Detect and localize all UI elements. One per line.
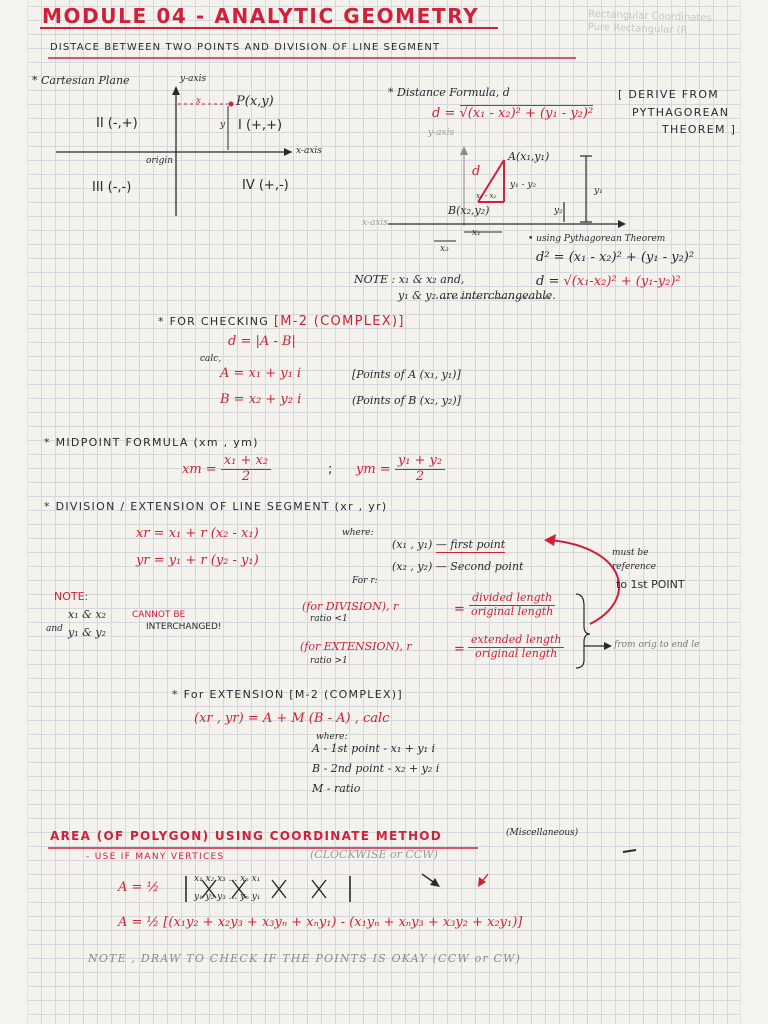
from-orig-note: from orig to end le <box>614 640 700 650</box>
distance-formula-lhs: d = <box>432 106 456 121</box>
area-det-lhs <box>118 880 159 895</box>
interchange-note-2-emph: interchangeable. <box>461 289 556 302</box>
cartesian-heading: * Cartesian Plane <box>32 74 130 87</box>
ghost-line: Rectangular Coordinates <box>588 8 712 25</box>
pythagorean-eq-2-rhs: √(x₁-x₂)² + (y₁-y₂)² <box>563 274 681 289</box>
extension-r-label: (for EXTENSION), r <box>300 640 412 653</box>
point-y-label: y <box>220 120 226 130</box>
division-r-label: (for DIVISION), r <box>302 600 399 613</box>
fig-x-axis-label: x-axis <box>362 218 388 228</box>
division-note-x: x₁ & x₂ <box>68 608 107 621</box>
extension-where: where: <box>316 732 348 742</box>
area-full-part-1: [(x₁y₂ + x₂y₃ + x₃yₙ + xₙy₁) <box>163 915 337 930</box>
extension-eq-lhs: (xr , yr) <box>194 711 244 726</box>
xm-denominator: 2 <box>241 468 251 484</box>
first-point-coords: (x₁ , y₁) <box>392 538 433 551</box>
division-heading: * DIVISION / EXTENSION OF LINE SEGMENT (xr , yr) <box>44 500 388 513</box>
area-det-top: x₁ x₂ x₃ ... xₙ x₁ <box>194 874 261 884</box>
y2-label: y₂ <box>554 206 563 216</box>
point-x-label: x <box>196 96 202 106</box>
division-equals: = <box>454 602 465 617</box>
dx-label: x₁ - x₂ <box>476 192 497 200</box>
extension-eq <box>194 711 389 726</box>
area-use-note: - USE IF MANY VERTICES <box>86 852 225 862</box>
x-axis-arrow-icon <box>284 148 292 156</box>
origin-label: origin <box>146 156 174 166</box>
pythagorean-eq-1: d² = (x₁ - x₂)² + (y₁ - y₂)² <box>536 250 695 265</box>
point-p-marker <box>229 102 234 107</box>
midpoint-heading: * MIDPOINT FORMULA (xm , ym) <box>44 436 259 449</box>
x2-label: x₂ <box>440 244 449 254</box>
division-yr-eq: yr = y₁ + r (y₂ - y₁) <box>136 553 259 568</box>
distance-heading: * Distance Formula, d <box>388 86 510 99</box>
checking-a-eq: A = x₁ + y₁ i <box>220 366 302 381</box>
extension-equals: = <box>454 642 465 657</box>
reference-arrow-head-icon <box>544 534 556 546</box>
ym-numerator: y₁ + y₂ <box>395 454 445 470</box>
ym-lhs: ym = <box>356 461 391 477</box>
checking-b-note: (Points of B (x₂, y₂)] <box>352 394 461 407</box>
second-point-label: — Second point <box>435 560 524 573</box>
midpoint-xm <box>182 454 271 485</box>
second-point-coords: (x₂ , y₂) <box>392 560 433 573</box>
dist-y-arrow-icon <box>460 146 468 155</box>
extension-m-line: M - ratio <box>312 782 361 795</box>
notebook-page <box>28 0 740 1024</box>
checking-heading-text: * FOR CHECKING <box>158 315 270 328</box>
division-note-and: and <box>46 624 63 634</box>
pythagorean-note: • using Pythagorean Theorem <box>528 234 666 244</box>
xm-fraction <box>221 454 271 485</box>
area-full-lhs: A = ½ <box>118 915 160 930</box>
area-heading-text: AREA (OF POLYGON) USING COORDINATE METHOD <box>50 829 443 843</box>
xm-numerator: x₁ + x₂ <box>221 454 271 470</box>
midpoint-ym <box>356 454 445 485</box>
quadrant-2: II (-,+) <box>96 116 138 131</box>
y-axis-arrow-icon <box>172 86 180 95</box>
interchange-note-2 <box>398 289 556 302</box>
midpoint-separator: ; <box>328 462 333 477</box>
area-check-note: NOTE , DRAW TO CHECK IF THE POINTS IS OKAY (CCW or CW) <box>88 952 522 965</box>
ratio-brace <box>576 594 590 668</box>
area-direction-note: (CLOCKWISE or CCW) <box>310 848 438 861</box>
checking-b-eq: B = x₂ + y₂ i <box>220 392 302 407</box>
reference-note-1: must be <box>612 548 649 558</box>
area-det-a: A = <box>118 880 143 895</box>
area-full-part-2: (x₁yₙ + xₙy₃ + x₃y₂ + x₂y₁)] <box>349 915 523 930</box>
hypotenuse-label: d <box>472 164 481 179</box>
extension-eq-rhs: = A + M (B - A) , calc <box>247 711 390 726</box>
pythagorean-eq-2 <box>536 274 681 289</box>
x-axis-label: x-axis <box>296 146 322 156</box>
dy-label: y₁ - y₂ <box>510 180 537 190</box>
extension-b-line: B - 2nd point - x₂ + y₂ i <box>312 762 440 775</box>
pythagorean-eq-2-lhs: d = <box>536 274 560 289</box>
y1-label: y₁ <box>594 186 603 196</box>
x1-label: x₁ <box>472 228 481 238</box>
fig-y-axis-label: y-axis <box>428 128 455 138</box>
quadrant-1: I (+,+) <box>238 118 283 133</box>
extension-heading: * For EXTENSION [M-2 (COMPLEX)] <box>172 688 403 701</box>
area-misc: (Miscellaneous) <box>506 828 579 838</box>
ym-fraction <box>395 454 445 485</box>
division-note-text-2: INTERCHANGED! <box>146 622 222 632</box>
division-ratio: ratio <1 <box>310 614 348 624</box>
extension-fraction <box>468 634 564 660</box>
point-a-label: A(x₁,y₁) <box>508 150 550 163</box>
division-note-head: NOTE: <box>54 590 89 603</box>
division-where: where: <box>342 528 374 538</box>
page-subtitle: DISTACE BETWEEN TWO POINTS AND DIVISION OF LINE SEGMENT <box>50 42 441 53</box>
division-xr-eq: xr = x₁ + r (x₂ - x₁) <box>136 526 259 541</box>
distance-formula-rhs: √(x₁ - x₂)² + (y₁ - y₂)² <box>459 106 594 121</box>
ym-denominator: 2 <box>415 468 425 484</box>
first-point <box>392 538 505 551</box>
division-note-y: y₁ & y₂ <box>68 626 107 639</box>
y-axis-label: y-axis <box>180 74 207 84</box>
dist-x-arrow-icon <box>618 220 626 228</box>
division-fraction <box>468 592 556 618</box>
calc-label: calc, <box>200 354 222 364</box>
derive-note-2: PYTHAGOREAN <box>632 106 730 119</box>
extended-length: extended length <box>468 634 564 648</box>
division-note-text-1: CANNOT BE <box>132 610 186 620</box>
interchange-note-2-text: y₁ & y₂ are <box>398 289 458 302</box>
area-full-formula <box>118 915 522 930</box>
checking-heading <box>158 314 405 329</box>
interchange-note-1: NOTE : x₁ & x₂ and, <box>354 273 465 286</box>
reference-note-2: reference <box>612 562 657 572</box>
ghost-line: Pure Rectangular (R <box>587 21 688 37</box>
derive-note-1: [ DERIVE FROM <box>618 88 720 101</box>
point-p-label: P(x,y) <box>236 94 274 109</box>
extension-a-line: A - 1st point - x₁ + y₁ i <box>312 742 436 755</box>
checking-a-note: [Points of A (x₁, y₁)] <box>352 368 461 381</box>
xm-lhs: xm = <box>182 461 217 477</box>
distance-formula <box>432 106 593 121</box>
area-full-minus: - <box>340 915 346 930</box>
divided-length: divided length <box>469 592 555 606</box>
extension-original-length: original length <box>475 646 558 660</box>
division-original-length: original length <box>471 604 554 618</box>
derive-note-3: THEOREM ] <box>662 123 737 136</box>
checking-mode: [M-2 (COMPLEX)] <box>273 314 405 329</box>
second-point <box>392 560 523 573</box>
checking-d-eq: d = |A - B| <box>228 334 296 349</box>
area-det-bottom: y₁ y₂ y₃ ... yₙ y₁ <box>194 892 261 902</box>
quadrant-4: IV (+,-) <box>242 178 289 193</box>
quadrant-3: III (-,-) <box>92 180 132 195</box>
dash-mark <box>623 850 636 852</box>
for-r-label: For r: <box>352 576 378 586</box>
first-point-label: — first point <box>435 538 506 551</box>
module-title: MODULE 04 - ANALYTIC GEOMETRY <box>42 4 480 28</box>
area-heading <box>50 829 442 843</box>
reference-note-3: to 1st POINT <box>616 578 685 591</box>
point-b-label: B(x₂,y₂) <box>448 204 490 217</box>
extension-ratio: ratio >1 <box>310 656 348 666</box>
area-det-half: ½ <box>146 880 160 895</box>
